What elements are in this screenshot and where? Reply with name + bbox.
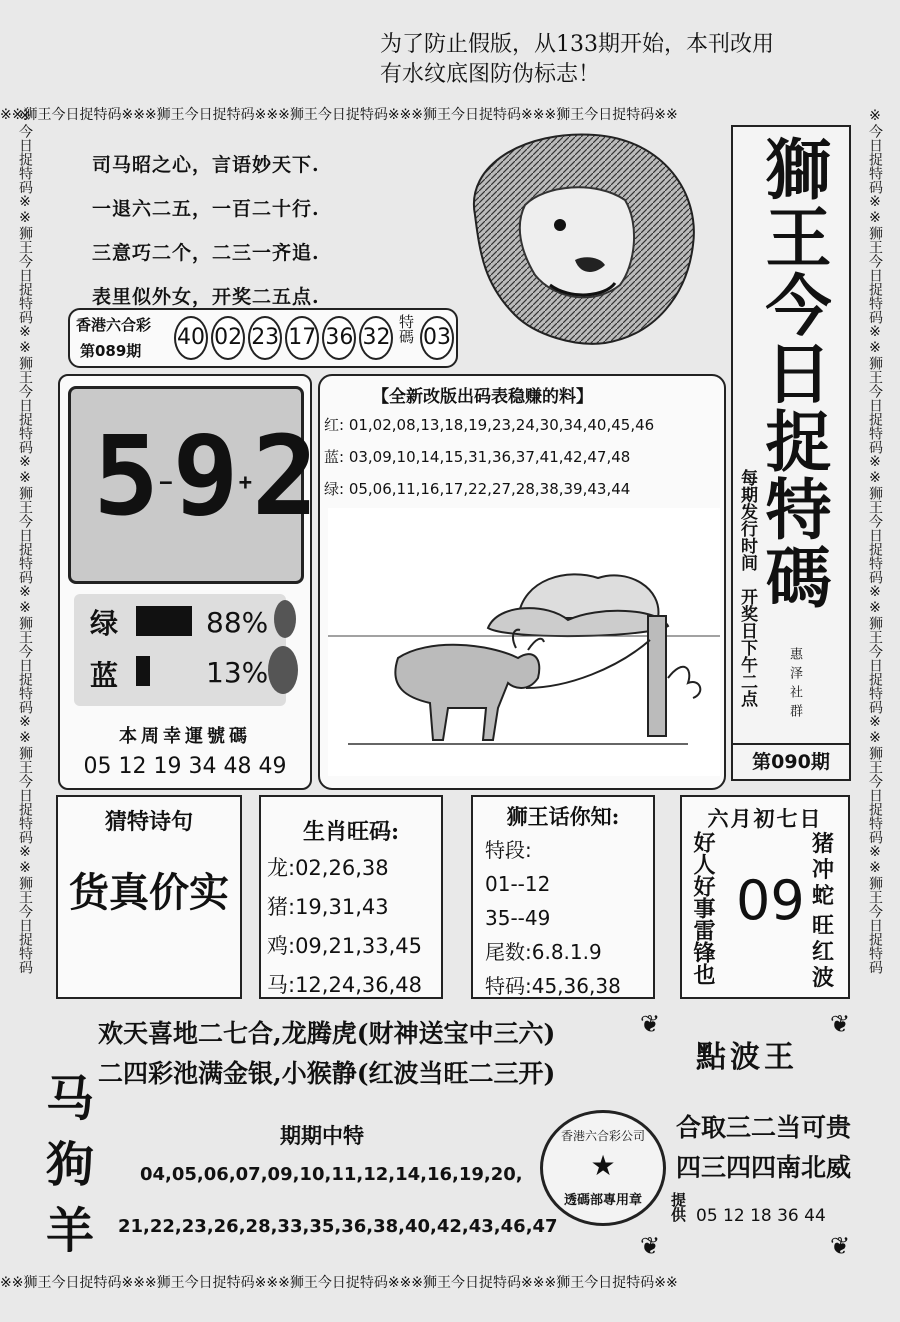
masthead-issue: 第090期	[733, 743, 849, 779]
masthead-schedule: 每期发行时间 开奖日下午二点	[737, 469, 757, 707]
color-table-title: 【全新改版出码表稳赚的料】	[372, 387, 593, 407]
every-issue-line-2: 21,22,23,26,28,33,35,36,38,40,42,43,46,47	[118, 1216, 558, 1237]
verse-line: 二四彩池满金银,小猴静(红波当旺二三开)	[98, 1059, 556, 1088]
wave-king-line-2: 四三四四南北威	[676, 1153, 852, 1182]
every-issue-line-1: 04,05,06,07,09,10,11,12,14,16,19,20,	[140, 1164, 523, 1185]
guess-poem-box	[56, 795, 242, 999]
result-ball: 02	[211, 316, 245, 360]
result-ball: 23	[248, 316, 282, 360]
lion-tips-box	[471, 795, 655, 999]
right-border-text: ※今日捉特码※※狮王今日捉特码※※狮王今日捉特码※※狮王今日捉特码※※狮王今日捉特码※※狮王今日捉特码※※狮王今日捉特码	[867, 108, 883, 974]
masthead-publisher: 惠泽社群	[787, 647, 802, 723]
formula-digit: 5	[93, 412, 160, 540]
calendar-box	[680, 795, 850, 999]
results-issue: 第089期	[80, 342, 142, 360]
zodiac-item: 马:12,24,36,48	[267, 973, 422, 997]
verse-line: 欢天喜地二七合,龙腾虎(财神送宝中三六)	[98, 1019, 556, 1048]
special-label: 特碼	[397, 314, 415, 344]
poem-line: 三意巧二个，二三一齐追.	[92, 242, 320, 264]
wave-marker	[268, 646, 298, 694]
masthead-title: 獅王今日捉特碼	[754, 135, 832, 611]
calendar-number: 09	[736, 869, 805, 932]
wave-king-panel	[640, 1010, 860, 1265]
poem-line: 一退六二五，一百二十行.	[92, 198, 320, 220]
ornament-icon: ❦	[640, 1232, 661, 1260]
color-table-rows	[324, 414, 654, 510]
formula-digit: 2	[251, 412, 319, 540]
wave-marker	[274, 600, 296, 638]
results-panel	[68, 308, 458, 368]
wave-label: 绿	[90, 607, 119, 640]
special-ball: 03	[420, 316, 454, 360]
formula-panel	[58, 374, 319, 790]
lion-head-image	[455, 125, 700, 350]
wave-bar	[136, 656, 150, 686]
formula-display	[68, 386, 319, 584]
poem-line: 司马昭之心，言语妙天下.	[92, 154, 320, 176]
lion-tips-item: 35--49	[485, 906, 551, 930]
ornament-icon: ❦	[830, 1232, 851, 1260]
big-zodiac-item: 狗	[46, 1137, 95, 1193]
wave-percent: 88%	[206, 606, 269, 639]
zodiac-box	[259, 795, 443, 999]
wave-chart	[74, 594, 286, 706]
results-label: 香港六合彩	[76, 316, 152, 334]
zodiac-list	[267, 849, 422, 1005]
guess-poem-title: 猜特诗句	[104, 809, 193, 835]
zodiac-item: 龙:02,26,38	[267, 856, 389, 880]
poem-line: 表里似外女，开奖二五点.	[92, 286, 320, 308]
calendar-right-2: 旺红波	[812, 913, 835, 991]
formula-digit: 9	[172, 412, 239, 540]
notice	[380, 30, 774, 90]
lion-tips-item: 01--12	[485, 872, 551, 896]
lion-tips-item: 特码:45,36,38	[485, 974, 621, 998]
ornament-icon: ❦	[640, 1010, 661, 1038]
formula-operator: −	[159, 470, 173, 496]
wave-label: 蓝	[90, 659, 119, 692]
big-zodiac-item: 羊	[46, 1203, 95, 1259]
zodiac-item: 鸡:09,21,33,45	[267, 934, 422, 958]
results-numbers	[174, 316, 391, 360]
lion-tips-list	[485, 833, 621, 1003]
wave-king-provide-label: 提供	[669, 1192, 687, 1222]
result-ball: 36	[322, 316, 356, 360]
top-border-text: ※※狮王今日捉特码※※※狮王今日捉特码※※※狮王今日捉特码※※※狮王今日捉特码※※※狮王今日捉特码※※	[0, 107, 678, 123]
notice-line-2: 有水纹底图防伪标志！	[380, 62, 601, 87]
wave-king-numbers: 05 12 18 36 44	[696, 1206, 826, 1226]
every-issue-title: 期期中特	[280, 1124, 364, 1148]
guess-poem-content: 货真价实	[69, 869, 229, 916]
lucky-numbers: 05 12 19 34 48 49	[83, 754, 287, 779]
wave-king-title: 點波王	[696, 1040, 798, 1075]
notice-line-1: 为了防止假版，从133期开始，本刊改用	[380, 32, 774, 57]
star-icon: ★	[590, 1149, 616, 1182]
stamp-inner-text: 透碼部專用章	[563, 1193, 642, 1208]
result-ball: 17	[285, 316, 319, 360]
ox-illustration	[328, 508, 720, 776]
left-border-text: ※今日捉特码※※狮王今日捉特码※※狮王今日捉特码※※狮王今日捉特码※※狮王今日捉特码※※狮王今日捉特码※※狮王今日捉特码	[17, 108, 33, 974]
calendar-left-text: 好人好事雷锋也	[690, 831, 716, 985]
big-zodiac-item: 马	[46, 1071, 95, 1127]
ornament-icon: ❦	[830, 1010, 851, 1038]
poem	[92, 150, 320, 326]
red-numbers: 红: 01,02,08,13,18,19,23,24,30,34,40,45,46	[324, 416, 655, 434]
wave-percent: 13%	[206, 656, 269, 689]
zodiac-title: 生肖旺码:	[302, 819, 400, 845]
wave-bar	[136, 606, 192, 636]
green-numbers: 绿: 05,06,11,16,17,22,27,28,38,39,43,44	[324, 480, 631, 498]
masthead	[731, 125, 851, 781]
verses	[98, 1014, 555, 1094]
wave-king-line-1: 合取三二当可贵	[676, 1113, 852, 1142]
zodiac-item: 猪:19,31,43	[267, 895, 389, 919]
blue-numbers: 蓝: 03,09,10,14,15,31,36,37,41,42,47,48	[324, 448, 631, 466]
lion-tips-title: 狮王话你知:	[506, 804, 620, 829]
bottom-border-text: ※※狮王今日捉特码※※※狮王今日捉特码※※※狮王今日捉特码※※※狮王今日捉特码※※※狮王今日捉特码※※	[0, 1275, 678, 1291]
result-ball: 32	[359, 316, 393, 360]
big-zodiac	[46, 1066, 106, 1264]
lion-tips-item: 尾数:6.8.1.9	[485, 940, 602, 964]
stamp-outer-text: 香港六合彩公司	[560, 1129, 645, 1143]
formula-operator: +	[238, 470, 252, 496]
color-table-panel	[318, 374, 726, 790]
lion-tips-item: 特段:	[485, 838, 532, 862]
calendar-date: 六月初七日	[707, 806, 823, 831]
lucky-title: 本周幸運號碼	[119, 726, 251, 747]
result-ball: 40	[174, 316, 208, 360]
calendar-right-1: 猪冲蛇	[812, 831, 835, 909]
